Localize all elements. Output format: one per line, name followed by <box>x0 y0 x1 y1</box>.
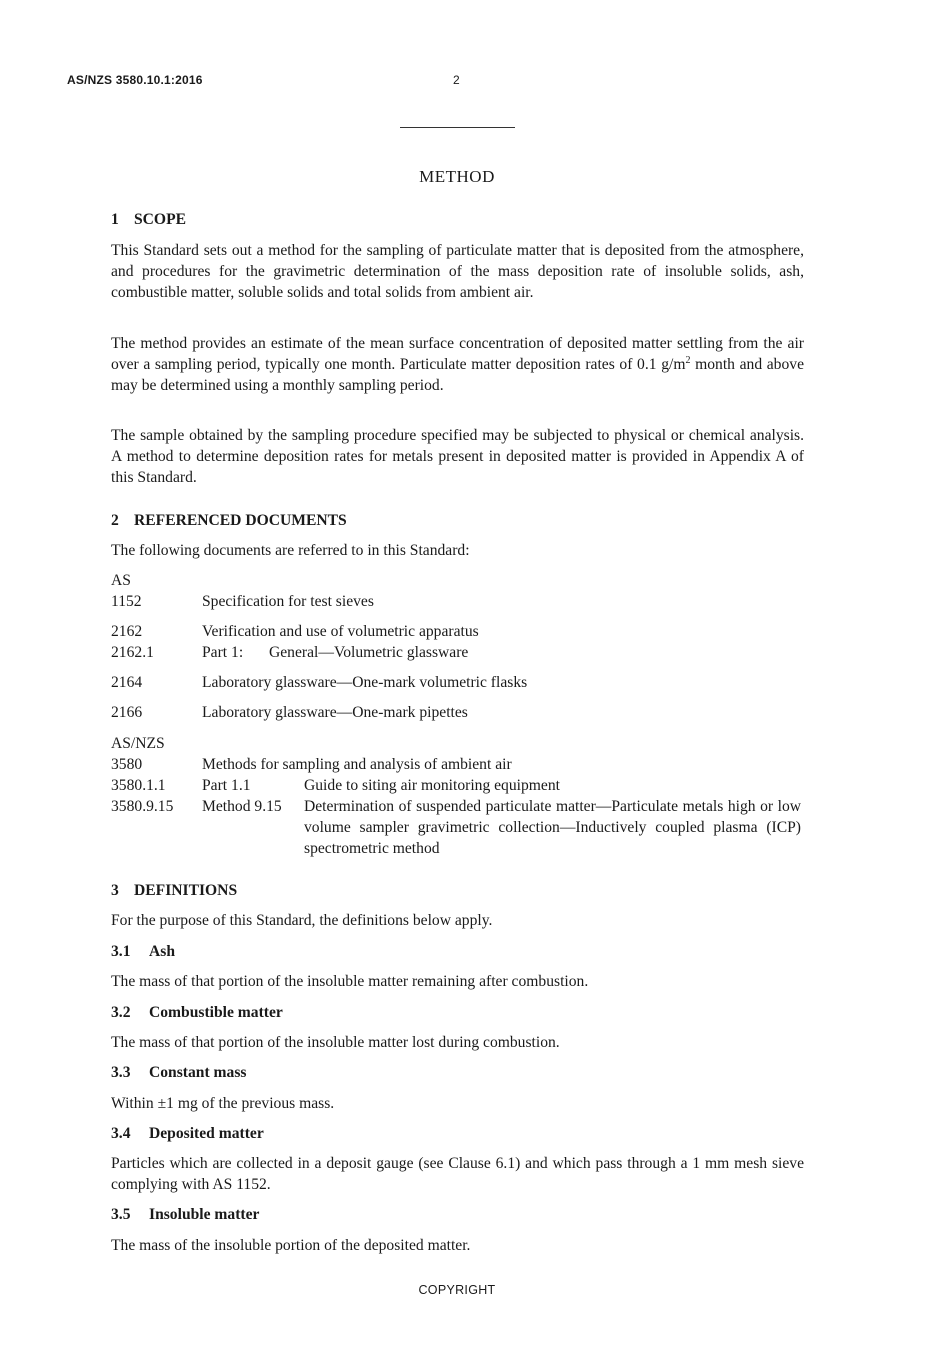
scope-paragraph-1: This Standard sets out a method for the sampling of particulate matter that is deposited from the atmosphere, and procedures for the gravimetric determination of the mass deposition rate of insoluble solids, ash, combustible matter, soluble solids and total solids from ambient air. <box>111 242 804 301</box>
page-title: METHOD <box>419 167 495 186</box>
definitions-intro: For the purpose of this Standard, the definitions below apply. <box>111 912 493 929</box>
scope-paragraph-3: The sample obtained by the sampling procedure specified may be subjected to physical or chemical analysis. A method to determine deposition rates for metals present in deposited matter is provided in Appendix A of this Standard. <box>111 427 804 486</box>
definition-heading-ash: 3.1 Ash <box>111 943 176 960</box>
superscript: 2 <box>685 354 691 366</box>
definition-text-constant-mass: Within ±1 mg of the previous mass. <box>111 1095 335 1112</box>
definition-text-combustible: The mass of that portion of the insoluble matter lost during combustion. <box>111 1034 560 1051</box>
section-heading-scope <box>111 210 804 231</box>
section-heading-definitions <box>111 881 804 902</box>
referenced-intro: The following documents are referred to in this Standard: <box>111 542 470 559</box>
page-number: 2 <box>453 73 460 87</box>
definition-text-ash: The mass of that portion of the insoluble matter remaining after combustion. <box>111 973 589 990</box>
section-number: 1 <box>111 211 119 228</box>
standard-id: AS/NZS 3580.10.1:2016 <box>67 73 203 87</box>
section-number: 2 <box>111 512 119 529</box>
section-title: SCOPE <box>134 211 186 228</box>
scope-paragraph-2 <box>111 334 804 396</box>
section-number: 3 <box>111 882 119 899</box>
section-title: REFERENCED DOCUMENTS <box>134 512 347 529</box>
definition-text-deposited: Particles which are collected in a deposit gauge (see Clause 6.1) and which pass through a 1 mm mesh sieve complying with AS 1152. <box>111 1155 804 1193</box>
definition-heading-constant-mass: 3.3 Constant mass <box>111 1064 247 1081</box>
definition-heading-insoluble: 3.5 Insoluble matter <box>111 1206 260 1223</box>
definition-heading-deposited: 3.4 Deposited matter <box>111 1125 264 1142</box>
definition-text-insoluble: The mass of the insoluble portion of the deposited matter. <box>111 1237 471 1254</box>
scope-p2-text-cont: month and above may be determined using a monthly sampling period. <box>111 355 804 394</box>
title-divider <box>400 127 515 128</box>
section-title: DEFINITIONS <box>134 882 238 899</box>
definition-heading-combustible: 3.2 Combustible matter <box>111 1004 283 1021</box>
copyright-footer: COPYRIGHT <box>418 1283 496 1297</box>
scope-p2-text: The method provides an estimate of the mean surface concentration of deposited matter settling from the air over a sampling period, typically one month. Particulate matter deposition rates of 0.1 g/m <box>111 335 804 373</box>
section-heading-referenced <box>111 511 804 532</box>
